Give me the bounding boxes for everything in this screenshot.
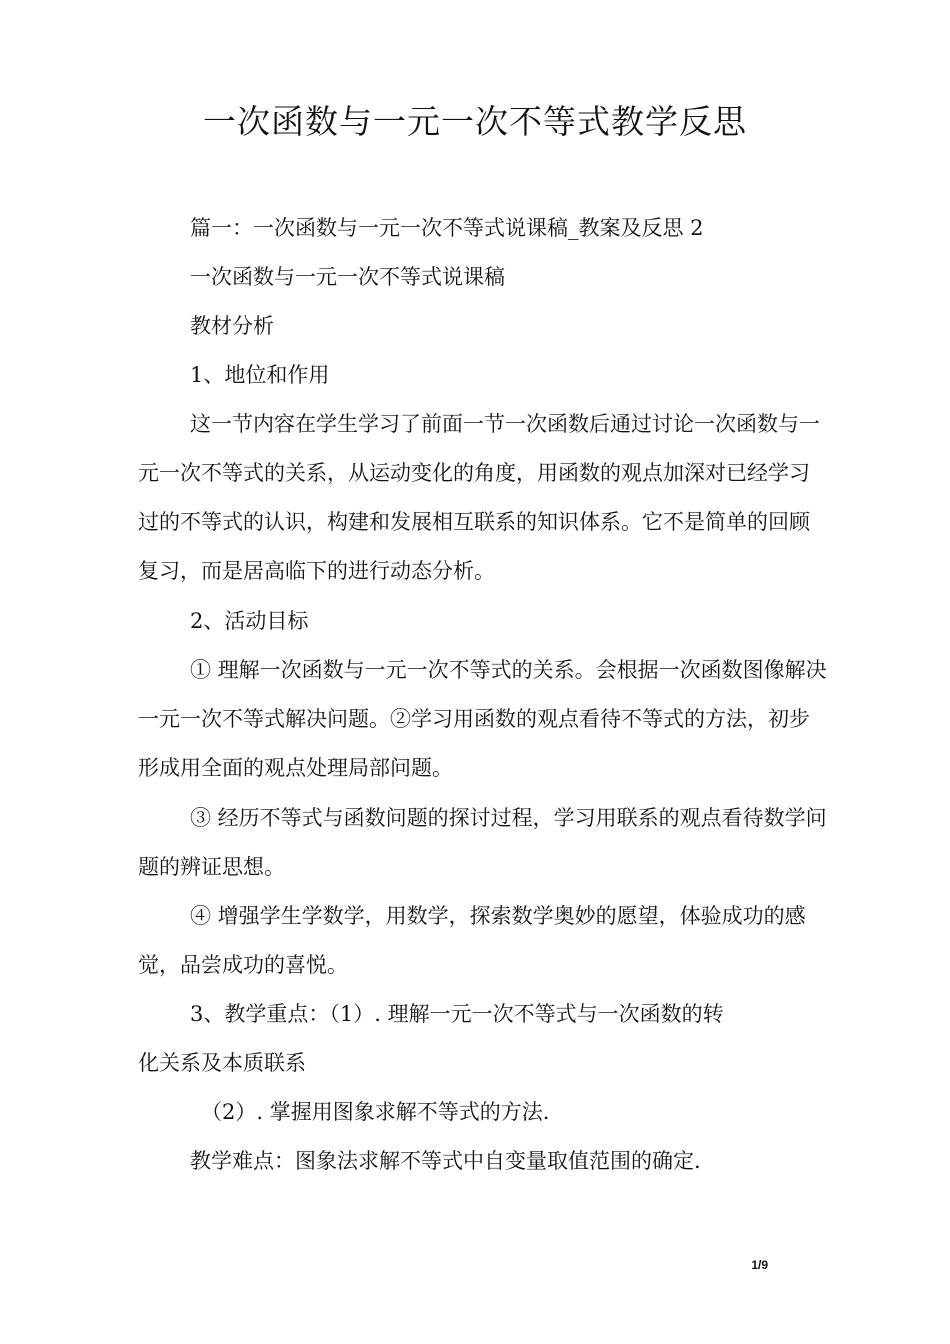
paragraph-key-point-2: （2）. 掌握用图象求解不等式的方法. [201,1100,550,1124]
page-title: 一次函数与一元一次不等式教学反思 [203,102,747,141]
paragraph-key-points-cont: 化关系及本质联系 [138,1051,306,1075]
paragraph-section-heading: 篇一：一次函数与一元一次不等式说课稿_教案及反思 2 [190,216,704,240]
paragraph-textbook-analysis: 教材分析 [190,314,274,338]
paragraph-goal-3: ③ 经历不等式与函数问题的探讨过程，学习用联系的观点看待数学问题的辨证思想。 [138,806,827,879]
page-number: 1/9 [751,1258,768,1272]
paragraph-key-points: 3、教学重点：（1）. 理解一元一次不等式与一次函数的转 [190,1002,724,1026]
paragraph-difficulty: 教学难点：图象法求解不等式中自变量取值范围的确定. [190,1149,701,1173]
paragraph-subtitle: 一次函数与一元一次不等式说课稿 [190,265,505,289]
paragraph-goal-1: ① 理解一次函数与一元一次不等式的关系。会根据一次函数图像解决一元一次不等式解决问题。②学习用函数的观点看待不等式的方法，初步形成用全面的观点处理局部问题。 [138,658,827,780]
paragraph-goal-4: ④ 增强学生学数学，用数学，探索数学奥妙的愿望，体验成功的感觉，品尝成功的喜悦。 [138,904,806,977]
paragraph-position-role: 1、地位和作用 [190,363,330,387]
paragraph-activity-goals: 2、活动目标 [190,609,309,633]
paragraph-body-1: 这一节内容在学生学习了前面一节一次函数后通过讨论一次函数与一元一次不等式的关系，从运动变化的角度，用函数的观点加深对已经学习过的不等式的认识，构建和发展相互联系的知识体系。它不是简单的回顾复习，而是居高临下的进行动态分析。 [138,412,820,583]
